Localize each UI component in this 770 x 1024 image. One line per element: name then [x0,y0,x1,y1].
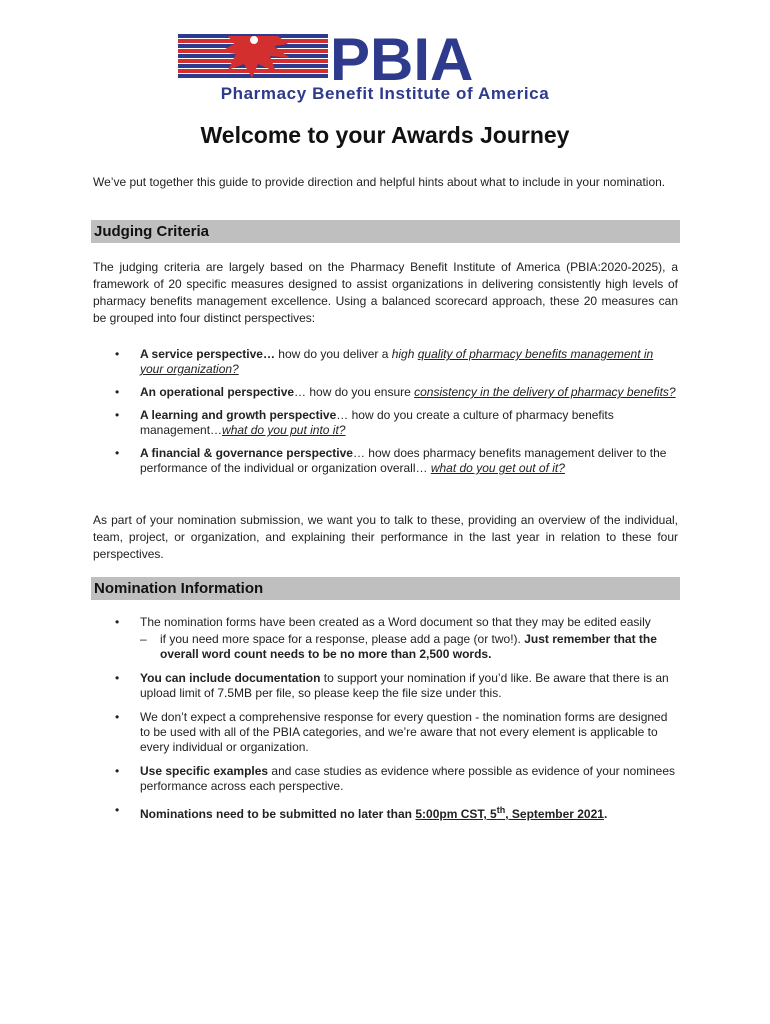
item-text: and case studies as evidence where possible as evidence of your nominees performance across each perspective. [140,764,675,793]
item-bold: A service perspective… [140,347,275,361]
deadline-ordinal: th [496,805,506,815]
item-text: … how does pharmacy benefits management deliver to the performance of the individual or organization overall… [140,446,667,475]
bullet-icon: • [115,347,120,361]
list-item [93,671,678,701]
item-emphasis: what do you put into it? [222,423,346,437]
bullet-icon: • [115,671,120,685]
list-item [93,408,678,438]
nomination-information-heading: Nomination Information [91,577,680,600]
list-item [93,446,678,476]
list-item [93,615,678,662]
dash-icon: – [140,632,147,646]
bullet-icon: • [115,446,120,460]
list-item [93,803,678,822]
svg-text:PBIA: PBIA [330,30,474,84]
bullet-icon: • [115,408,120,422]
logo-graphic-icon [178,30,592,84]
judging-criteria-heading: Judging Criteria [91,220,680,243]
list-item [93,710,678,755]
item-text: to support your nomination if you’d like. Be aware that there is an upload limit of 7.5MB per file, so please keep the file size under this. [140,671,669,700]
item-bold: An operational perspective [140,385,295,399]
item-text: We don’t expect a comprehensive response for every question - the nomination forms are designed to be used with all of the PBIA categories, and we’re aware that not every element is applicable to every individual or organization. [140,710,668,754]
list-item [93,385,678,400]
bullet-icon: • [115,764,120,778]
item-emphasis: quality of pharmacy benefits management in your organization? [140,347,654,376]
bullet-icon: • [115,385,120,399]
deadline [415,807,604,821]
deadline-date: , September 2021 [505,807,604,821]
item-text: … how do you create a culture of pharmacy benefits management… [140,408,614,437]
item-end: . [603,807,608,821]
item-bold: Use specific examples [140,764,269,778]
item-text: how do you deliver a [274,347,392,361]
item-bold: You can include documentation [140,671,321,685]
perspectives-list [93,347,678,476]
bullet-icon: • [115,710,120,724]
judging-paragraph: The judging criteria are largely based on the Pharmacy Benefit Institute of America (PBIA:2020-2025), a framework of 20 specific measures designed to assist organizations in delivering consistently high levels of pharmacy benefits management excellence. Using a balanced scorecard approach, these 20 measures can be grouped into four distinct perspectives: [93,260,678,325]
page-title: Welcome to your Awards Journey [200,122,570,148]
item-bold: A learning and growth perspective [140,408,337,422]
item-emphasis: what do you get out of it? [430,461,565,475]
item-text: The nomination forms have been created as a Word document so that they may be edited easily [140,615,651,629]
item-bold: A financial & governance perspective [140,446,353,460]
item-text: … how do you ensure [294,385,415,399]
item-bold: Just remember that the overall word count needs to be no more than 2,500 words. [160,632,657,661]
item-text: if you need more space for a response, please add a page (or two!). [160,632,525,646]
nomination-list [93,615,678,822]
list-item [93,347,678,377]
logo-subtitle: Pharmacy Benefit Institute of America [220,84,550,103]
intro-paragraph: We’ve put together this guide to provide direction and helpful hints about what to include in your nomination. [93,175,666,189]
judging-closing-paragraph: As part of your nomination submission, we want you to talk to these, providing an overview of the individual, team, project, or organization, and explaining their performance in the last year in relation to these four perspectives. [93,513,678,561]
sub-list-item [140,632,678,662]
bullet-icon: • [115,803,120,817]
list-item [93,764,678,794]
item-italic: high [391,347,418,361]
pbia-logo [178,30,592,106]
item-bold: Nominations need to be submitted no later than [140,807,416,821]
deadline-time: 5:00pm CST, 5 [415,807,497,821]
bullet-icon: • [115,615,120,629]
item-emphasis: consistency in the delivery of pharmacy benefits? [414,385,676,399]
